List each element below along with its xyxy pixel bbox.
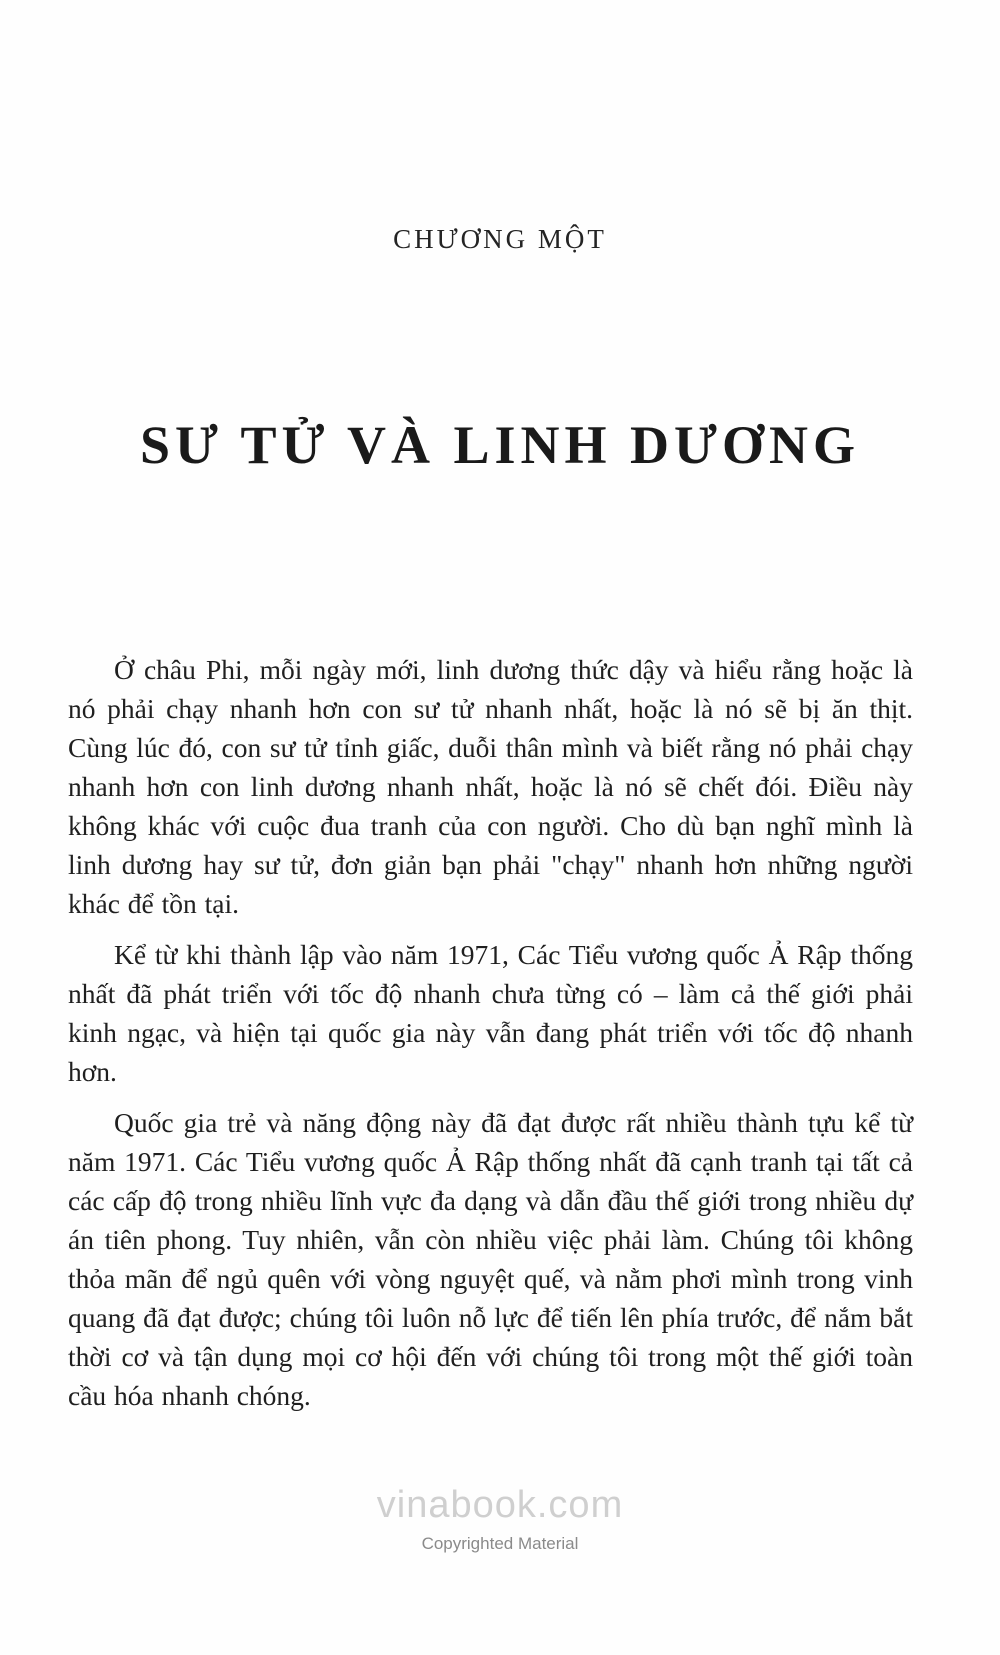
body-paragraph: Quốc gia trẻ và năng động này đã đạt được rất nhiều thành tựu kể từ năm 1971. Các Tiểu vương quốc Ả Rập thống nhất đã cạnh tranh tại tất cả các cấp độ trong nhiều lĩnh vực đa dạng và dẫn đầu thế giới trong nhiều dự án tiên phong. Tuy nhiên, vẫn còn nhiều việc phải làm. Chúng tôi không thỏa mãn để ngủ quên với vòng nguyệt quế, và nằm phơi mình trong vinh quang đã đạt được; chúng tôi luôn nỗ lực để tiến lên phía trước, để nắm bắt thời cơ và tận dụng mọi cơ hội đến với chúng tôi trong một thế giới toàn cầu hóa nhanh chóng. (68, 1107, 913, 1411)
page-title: SƯ TỬ VÀ LINH DƯƠNG (139, 415, 861, 476)
body-text-block (68, 650, 913, 1427)
copyright-notice: Copyrighted Material (421, 1534, 579, 1553)
publisher-watermark: vinabook.com (376, 1484, 624, 1526)
body-paragraph: Kể từ khi thành lập vào năm 1971, Các Tiểu vương quốc Ả Rập thống nhất đã phát triển với tốc độ nhanh chưa từng có – làm cả thế giới phải kinh ngạc, và hiện tại quốc gia này vẫn đang phát triển với tốc độ nhanh hơn. (68, 939, 913, 1087)
body-paragraph: Ở châu Phi, mỗi ngày mới, linh dương thức dậy và hiểu rằng hoặc là nó phải chạy nhanh hơn con sư tử nhanh nhất, hoặc là nó sẽ bị ăn thịt. Cùng lúc đó, con sư tử tỉnh giấc, duỗi thân mình và biết rằng nó phải chạy nhanh hơn con linh dương nhanh nhất, hoặc là nó sẽ chết đói. Điều này không khác với cuộc đua tranh của con người. Cho dù bạn nghĩ mình là linh dương hay sư tử, đơn giản bạn phải "chạy" nhanh hơn những người khác để tồn tại. (68, 654, 913, 919)
chapter-label: CHƯƠNG MỘT (393, 224, 607, 254)
